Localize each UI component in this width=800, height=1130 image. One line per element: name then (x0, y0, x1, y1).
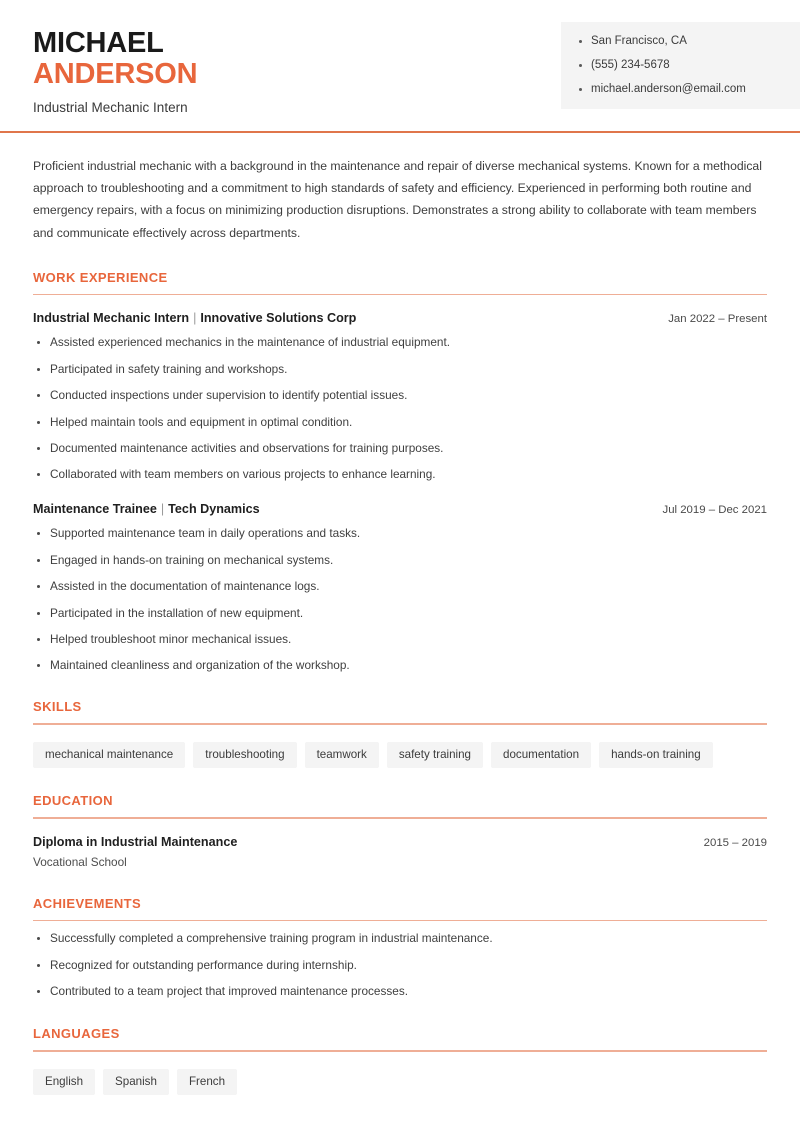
experience-entry (33, 502, 767, 674)
education-degree: Diploma in Industrial Maintenance (33, 834, 238, 849)
headline-job-title: Industrial Mechanic Intern (33, 99, 188, 115)
section-rule-education (33, 817, 767, 819)
skill-tag: troubleshooting (193, 742, 296, 769)
skill-tag: documentation (491, 742, 591, 769)
list-item: Successfully completed a comprehensive training program in industrial maintenance. (33, 931, 767, 947)
education-school: Vocational School (33, 854, 127, 869)
contact-card (561, 22, 800, 109)
contact-item-phone (579, 59, 800, 73)
section-rule-work-experience (33, 294, 767, 296)
achievements-bullets (33, 931, 767, 1000)
identity-block (0, 22, 197, 115)
skill-tag: teamwork (305, 742, 379, 769)
list-item: Participated in the installation of new equipment. (33, 606, 767, 622)
experience-role: Industrial Mechanic Intern (33, 311, 190, 326)
section-achievements (33, 896, 767, 1000)
experience-entry-header (33, 502, 767, 516)
contact-email-text: michael.anderson@email.com (591, 82, 746, 95)
list-item: Conducted inspections under supervision to identify potential issues. (33, 388, 767, 404)
section-work-experience (33, 270, 767, 675)
skill-tag: mechanical maintenance (33, 742, 185, 769)
section-title-languages: LANGUAGES (33, 1026, 120, 1042)
experience-role: Maintenance Trainee (33, 502, 157, 517)
list-item: Assisted experienced mechanics in the maintenance of industrial equipment. (33, 335, 767, 351)
list-item: Maintained cleanliness and organization of the workshop. (33, 658, 767, 674)
title-separator: | (193, 311, 197, 326)
experience-title-line (33, 502, 260, 516)
section-skills (33, 699, 767, 768)
section-title-achievements: ACHIEVEMENTS (33, 895, 142, 911)
section-rule-languages (33, 1050, 767, 1052)
experience-company: Innovative Solutions Corp (200, 311, 357, 326)
language-tag: Spanish (103, 1069, 169, 1096)
professional-summary: Proficient industrial mechanic with a background in the maintenance and repair of diverse mechanical systems. Known for a methodical approach to troubleshooting and a commitment to high standards of safety and efficiency. Experienced in performing both routine and emergency repairs, with a focus on minimizing production disruptions. Demonstrates a strong ability to collaborate with team members and communicate effectively across departments. (33, 159, 762, 240)
list-item: Documented maintenance activities and observations for training purposes. (33, 441, 767, 457)
language-tag: English (33, 1069, 95, 1096)
first-name: MICHAEL (33, 27, 164, 59)
contact-location-text: San Francisco, CA (591, 35, 687, 47)
contact-list (579, 35, 800, 96)
title-separator: | (160, 502, 165, 517)
experience-date: Jan 2022 – Present (668, 313, 767, 326)
contact-item-email (579, 83, 800, 97)
list-item: Helped maintain tools and equipment in optimal condition. (33, 415, 767, 431)
contact-phone-text: (555) 234-5678 (591, 58, 670, 71)
section-languages (33, 1026, 767, 1095)
resume-header (0, 0, 800, 133)
header-divider (0, 131, 800, 133)
experience-entry-header (33, 311, 767, 325)
experience-date: Jul 2019 – Dec 2021 (662, 504, 767, 517)
section-education (33, 793, 767, 869)
section-title-skills: SKILLS (33, 699, 82, 715)
list-item: Participated in safety training and workshops. (33, 362, 767, 378)
list-item: Collaborated with team members on various projects to enhance learning. (33, 467, 767, 483)
language-tag: French (177, 1069, 237, 1096)
education-date: 2015 – 2019 (703, 836, 767, 849)
experience-company: Tech Dynamics (168, 502, 260, 517)
section-title-education: EDUCATION (33, 793, 113, 809)
contact-item-location (579, 35, 800, 49)
list-item: Helped troubleshoot minor mechanical issues. (33, 632, 767, 648)
section-rule-skills (33, 723, 767, 725)
section-rule-achievements (33, 920, 767, 922)
section-title-work-experience: WORK EXPERIENCE (33, 269, 168, 285)
list-item: Assisted in the documentation of maintenance logs. (33, 579, 767, 595)
skill-tag: hands-on training (599, 742, 713, 769)
skill-tag: safety training (387, 742, 483, 769)
experience-entry (33, 311, 767, 483)
languages-tag-row (33, 1069, 767, 1096)
experience-bullets (33, 526, 767, 674)
list-item: Engaged in hands-on training on mechanical systems. (33, 553, 767, 569)
list-item: Contributed to a team project that improved maintenance processes. (33, 984, 767, 1000)
experience-title-line (33, 311, 356, 325)
education-entry (33, 835, 767, 869)
skills-tag-row (33, 742, 767, 769)
education-entry-header (33, 835, 767, 849)
list-item: Recognized for outstanding performance during internship. (33, 958, 767, 974)
last-name: ANDERSON (33, 58, 198, 91)
list-item: Supported maintenance team in daily operations and tasks. (33, 526, 767, 542)
experience-bullets (33, 335, 767, 483)
resume-content (0, 155, 800, 1095)
